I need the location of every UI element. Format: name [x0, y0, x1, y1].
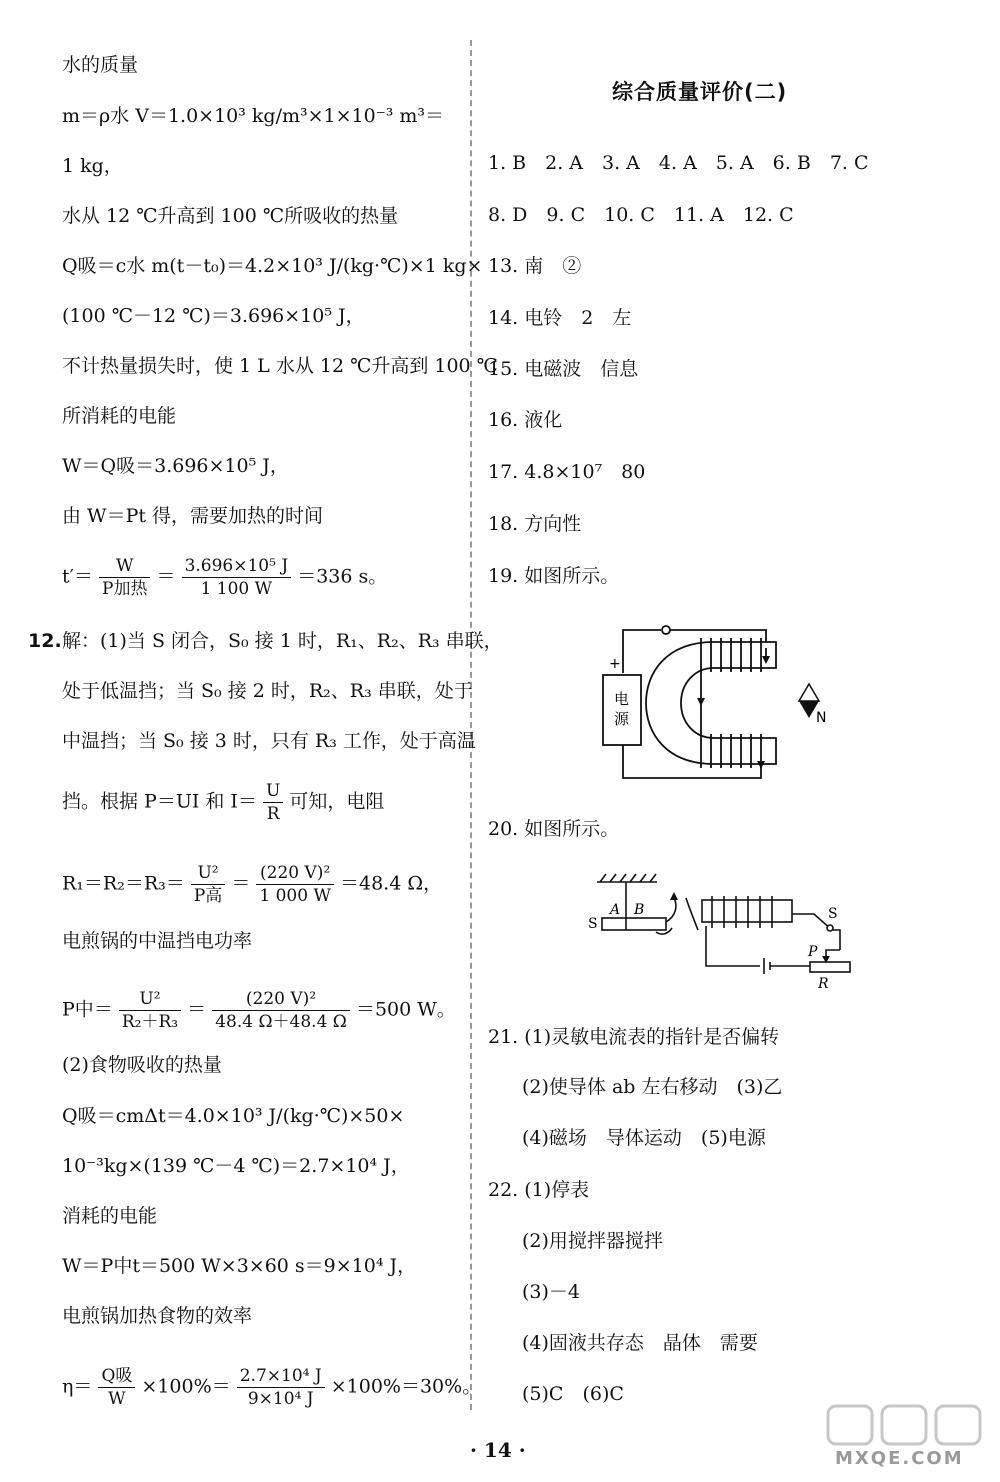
- formula-line: [62, 862, 442, 907]
- switch-label: S: [828, 906, 838, 922]
- numerator: (220 V)²: [256, 862, 334, 885]
- numerator: U: [263, 780, 283, 803]
- numerator: Q吸: [98, 1365, 135, 1388]
- question-number: 12.: [28, 630, 62, 652]
- text-line: 1 kg，: [62, 155, 123, 177]
- answer-line: 21. (1)灵敏电流表的指针是否偏转: [488, 1026, 780, 1048]
- figure-19-electromagnet: [596, 618, 836, 784]
- rheostat-label: R: [818, 976, 829, 992]
- slider-label: P: [808, 944, 818, 960]
- text-line: 中温挡；当 S₀ 接 3 时，只有 R₃ 工作，处于高温: [62, 730, 476, 752]
- text-line: Q吸＝cmΔt＝4.0×10³ J/(kg·℃)×50×: [62, 1105, 405, 1127]
- watermark-text: MXQE.COM: [835, 1448, 964, 1469]
- denominator: R: [266, 804, 280, 824]
- formula-text: ×100%＝: [141, 1375, 231, 1398]
- text-line: 水的质量: [62, 54, 139, 76]
- fraction: [182, 555, 292, 600]
- denominator: 9×10⁴ J: [247, 1389, 314, 1409]
- fraction: [256, 862, 334, 907]
- formula-text: ＝48.4 Ω，: [339, 872, 443, 895]
- numerator: (220 V)²: [212, 988, 350, 1011]
- section-title: 综合质量评价(二): [612, 80, 788, 104]
- north-label: N: [816, 710, 827, 726]
- text-line: 不计热量损失时，使 1 L 水从 12 ℃升高到 100 ℃: [62, 355, 498, 377]
- denominator: P高: [193, 886, 223, 906]
- pole-b-label: B: [634, 902, 645, 918]
- formula-text: ＝: [231, 872, 251, 895]
- numerator: 3.696×10⁵ J: [182, 555, 292, 578]
- text-line: (2)食物吸收的热量: [62, 1054, 222, 1076]
- formula-line: [62, 780, 384, 825]
- formula-text: ×100%＝30%。: [330, 1375, 482, 1398]
- column-divider: [470, 40, 472, 1410]
- denominator: 1 000 W: [259, 886, 331, 906]
- text-line: Q吸＝c水 m(t－t₀)＝4.2×10³ J/(kg·℃)×1 kg×: [62, 255, 483, 277]
- answer-line: 13. 南 ②: [488, 255, 582, 277]
- formula-text: 挡。根据 P＝UI 和 I＝: [62, 790, 257, 813]
- formula-text: P中＝: [62, 998, 113, 1021]
- denominator: W: [108, 1389, 126, 1409]
- formula-text: R₁＝R₂＝R₃＝: [62, 872, 185, 895]
- answer-line: 20. 如图所示。: [488, 818, 620, 840]
- mc-answers-row: 1. B 2. A 3. A 4. A 5. A 6. B 7. C: [488, 152, 869, 174]
- fraction: [98, 1365, 135, 1410]
- answer-line: 14. 电铃 2 左: [488, 307, 632, 329]
- text-line: m＝ρ水 V＝1.0×10³ kg/m³×1×10⁻³ m³＝: [62, 105, 445, 127]
- formula-text: t′＝: [62, 565, 93, 588]
- denominator: R₂＋R₃: [121, 1012, 179, 1032]
- answer-line: (5)C (6)C: [522, 1383, 624, 1405]
- numerator: U²: [191, 862, 225, 885]
- text-line: 消耗的电能: [62, 1205, 158, 1227]
- text-line: 由 W＝Pt 得，需要加热的时间: [62, 505, 324, 527]
- formula-line: [62, 1365, 481, 1410]
- text-line: 10⁻³kg×(139 ℃－4 ℃)＝2.7×10⁴ J，: [62, 1155, 410, 1177]
- formula-text: ＝500 W。: [355, 998, 456, 1021]
- numerator: U²: [119, 988, 181, 1011]
- fraction: [237, 1365, 325, 1410]
- numerator: W: [99, 555, 150, 578]
- text-line: W＝Q吸＝3.696×10⁵ J，: [62, 455, 289, 477]
- text-line: W＝P中t＝500 W×3×60 s＝9×10⁴ J，: [62, 1255, 417, 1277]
- fraction: [191, 862, 225, 907]
- formula-line: [62, 988, 456, 1033]
- source-label: 源: [614, 710, 630, 728]
- page-number: · 14 ·: [470, 1438, 526, 1462]
- answer-line: 18. 方向性: [488, 513, 582, 535]
- answer-line: 17. 4.8×10⁷ 80: [488, 461, 646, 483]
- formula-text: ＝: [187, 998, 207, 1021]
- denominator: P加热: [102, 579, 148, 599]
- answer-line: 16. 液化: [488, 409, 563, 431]
- text-line: 电煎锅的中温挡电功率: [62, 930, 253, 952]
- text-line: 处于低温挡；当 S₀ 接 2 时，R₂、R₃ 串联，处于: [62, 680, 473, 702]
- formula-text: ＝: [156, 565, 176, 588]
- fraction: [212, 988, 350, 1033]
- figure-20-electromagnet: [582, 870, 852, 992]
- text-line: 所消耗的电能: [62, 405, 177, 427]
- mc-answers-row: 8. D 9. C 10. C 11. A 12. C: [488, 204, 794, 226]
- answer-line: (2)用搅拌器搅拌: [522, 1230, 663, 1252]
- numerator: 2.7×10⁴ J: [237, 1365, 325, 1388]
- answer-line: 22. (1)停表: [488, 1179, 590, 1201]
- text-line: (100 ℃－12 ℃)＝3.696×10⁵ J，: [62, 305, 365, 327]
- text-line: 电煎锅加热食物的效率: [62, 1305, 253, 1327]
- fraction: [263, 780, 283, 825]
- formula-line: [62, 555, 387, 600]
- answer-line: (4)固液共存态 晶体 需要: [522, 1332, 758, 1354]
- fraction: [119, 988, 181, 1033]
- answer-line: 19. 如图所示。: [488, 565, 620, 587]
- answer-line: (4)磁场 导体运动 (5)电源: [522, 1127, 766, 1149]
- source-label: 电: [614, 690, 630, 708]
- formula-text: ＝336 s。: [297, 565, 388, 588]
- pole-a-label: A: [610, 902, 621, 918]
- denominator: 1 100 W: [200, 579, 273, 599]
- formula-text: 可知，电阻: [289, 790, 385, 813]
- text-line: 水从 12 ℃升高到 100 ℃所吸收的热量: [62, 205, 399, 227]
- answer-line: (2)使导体 ab 左右移动 (3)乙: [522, 1076, 783, 1098]
- answer-line: 15. 电磁波 信息: [488, 358, 639, 380]
- formula-text: η＝: [62, 1375, 93, 1398]
- answer-line: (3)－4: [522, 1281, 581, 1303]
- denominator: 48.4 Ω＋48.4 Ω: [215, 1012, 347, 1032]
- text-line: 解：(1)当 S 闭合，S₀ 接 1 时，R₁、R₂、R₃ 串联，: [62, 630, 503, 652]
- plus-label: +: [609, 656, 621, 672]
- fraction: [99, 555, 150, 600]
- pole-s-label: S: [588, 916, 598, 932]
